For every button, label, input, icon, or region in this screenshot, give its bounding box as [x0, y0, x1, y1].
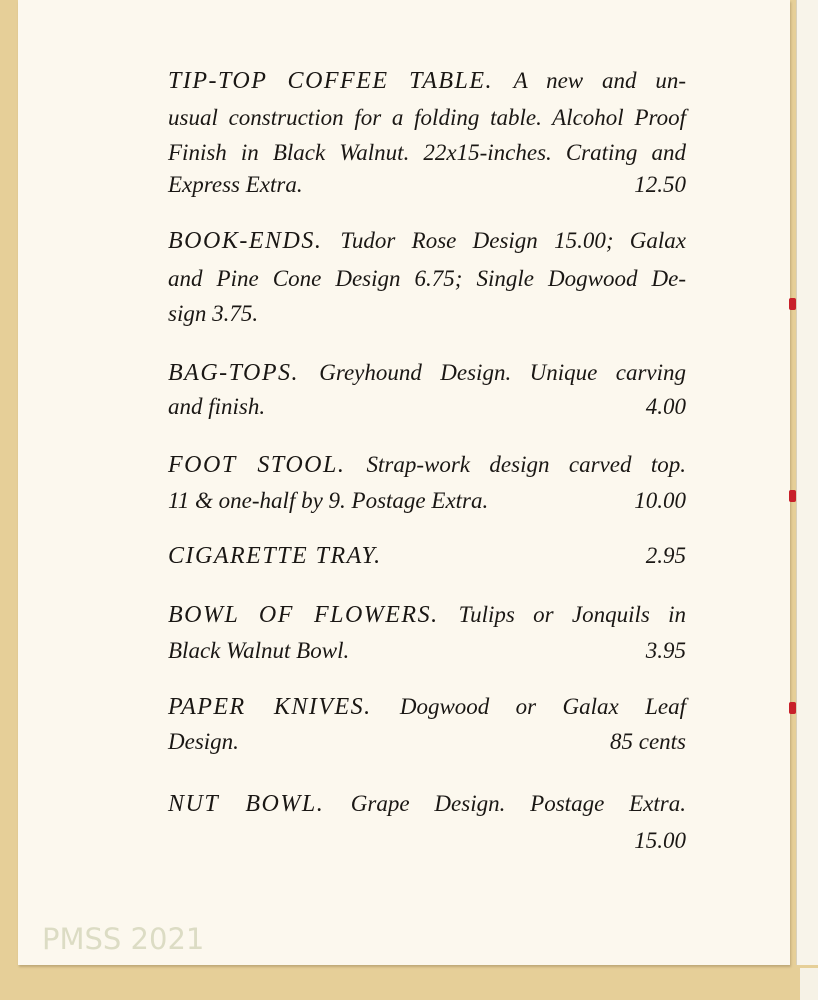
watermark: PMSS 2021 — [42, 922, 205, 956]
adjacent-page-corner — [800, 968, 818, 1000]
catalog-entry-title: FOOT STOOL. — [168, 452, 367, 478]
catalog-entry-price: 10.00 — [634, 488, 686, 513]
catalog-entry-line — [168, 727, 686, 757]
catalog-entry-price: 15.00 — [634, 828, 686, 853]
catalog-entry-line — [168, 541, 686, 571]
catalog-entry-line — [168, 66, 686, 96]
adjacent-page-edge — [796, 0, 818, 965]
catalog-entry-description: Black Walnut Bowl. — [168, 638, 350, 663]
catalog-entry-line — [168, 826, 686, 856]
catalog-entry-description: A new and un- — [513, 68, 686, 93]
catalog-entry-description: usual construction for a folding table. Alcohol Proof — [168, 105, 686, 130]
red-thread-mark — [789, 298, 796, 310]
catalog-entry-description: Grape Design. Postage Extra. — [350, 791, 686, 816]
catalog-entry-description: and finish. — [168, 394, 266, 419]
catalog-entry-price: 2.95 — [645, 543, 686, 568]
catalog-entry-line — [168, 600, 686, 630]
red-thread-mark — [789, 702, 796, 714]
catalog-entry-line — [168, 299, 686, 329]
red-thread-mark — [789, 490, 796, 502]
catalog-entry-line — [168, 103, 686, 133]
catalog-entry-title: CIGARETTE TRAY. — [168, 543, 382, 569]
catalog-entry-description: Greyhound Design. Unique carving — [319, 360, 686, 385]
catalog-entry-description: Tulips or Jonquils in — [458, 602, 686, 627]
catalog-entry-line — [168, 264, 686, 294]
catalog-entry-line — [168, 450, 686, 480]
catalog-entry-description: and Pine Cone Design 6.75; Single Dogwood De- — [168, 266, 686, 291]
catalog-entry-title: TIP-TOP COFFEE TABLE. — [168, 68, 514, 94]
catalog-entry-price: 4.00 — [645, 394, 686, 419]
catalog-entry-description: Dogwood or Galax Leaf — [399, 694, 686, 719]
catalog-entry-description: Strap-work design carved top. — [366, 452, 687, 477]
catalog-entry-price: 3.95 — [645, 638, 686, 663]
catalog-entry-title: NUT BOWL. — [168, 791, 351, 817]
catalog-entry-description: Finish in Black Walnut. 22x15-inches. Crating and — [168, 140, 686, 165]
catalog-entry-line — [168, 226, 686, 256]
catalog-entry-line — [168, 636, 686, 666]
catalog-entry-title: BOOK-ENDS. — [168, 228, 341, 254]
catalog-entry-line — [168, 486, 686, 516]
catalog-entry-description: Express Extra. — [168, 172, 303, 197]
catalog-entry-description: sign 3.75. — [168, 301, 259, 326]
catalog-entry-price: 12.50 — [634, 172, 686, 197]
catalog-entry-description: Design. — [168, 729, 239, 754]
catalog-entry-description: Tudor Rose Design 15.00; Galax — [340, 228, 686, 253]
catalog-entry-title: PAPER KNIVES. — [168, 694, 400, 720]
catalog-entry-line — [168, 358, 686, 388]
catalog-entry-title: BAG-TOPS. — [168, 360, 320, 386]
catalog-entry-line — [168, 170, 686, 200]
catalog-entry-title: BOWL OF FLOWERS. — [168, 602, 459, 628]
catalog-entry-line — [168, 138, 686, 168]
catalog-entry-line — [168, 789, 686, 819]
catalog-entry-line — [168, 692, 686, 722]
catalog-entry-description: 11 & one-half by 9. Postage Extra. — [168, 488, 489, 513]
catalog-entry-line — [168, 392, 686, 422]
catalog-entry-price: 85 cents — [609, 729, 686, 754]
